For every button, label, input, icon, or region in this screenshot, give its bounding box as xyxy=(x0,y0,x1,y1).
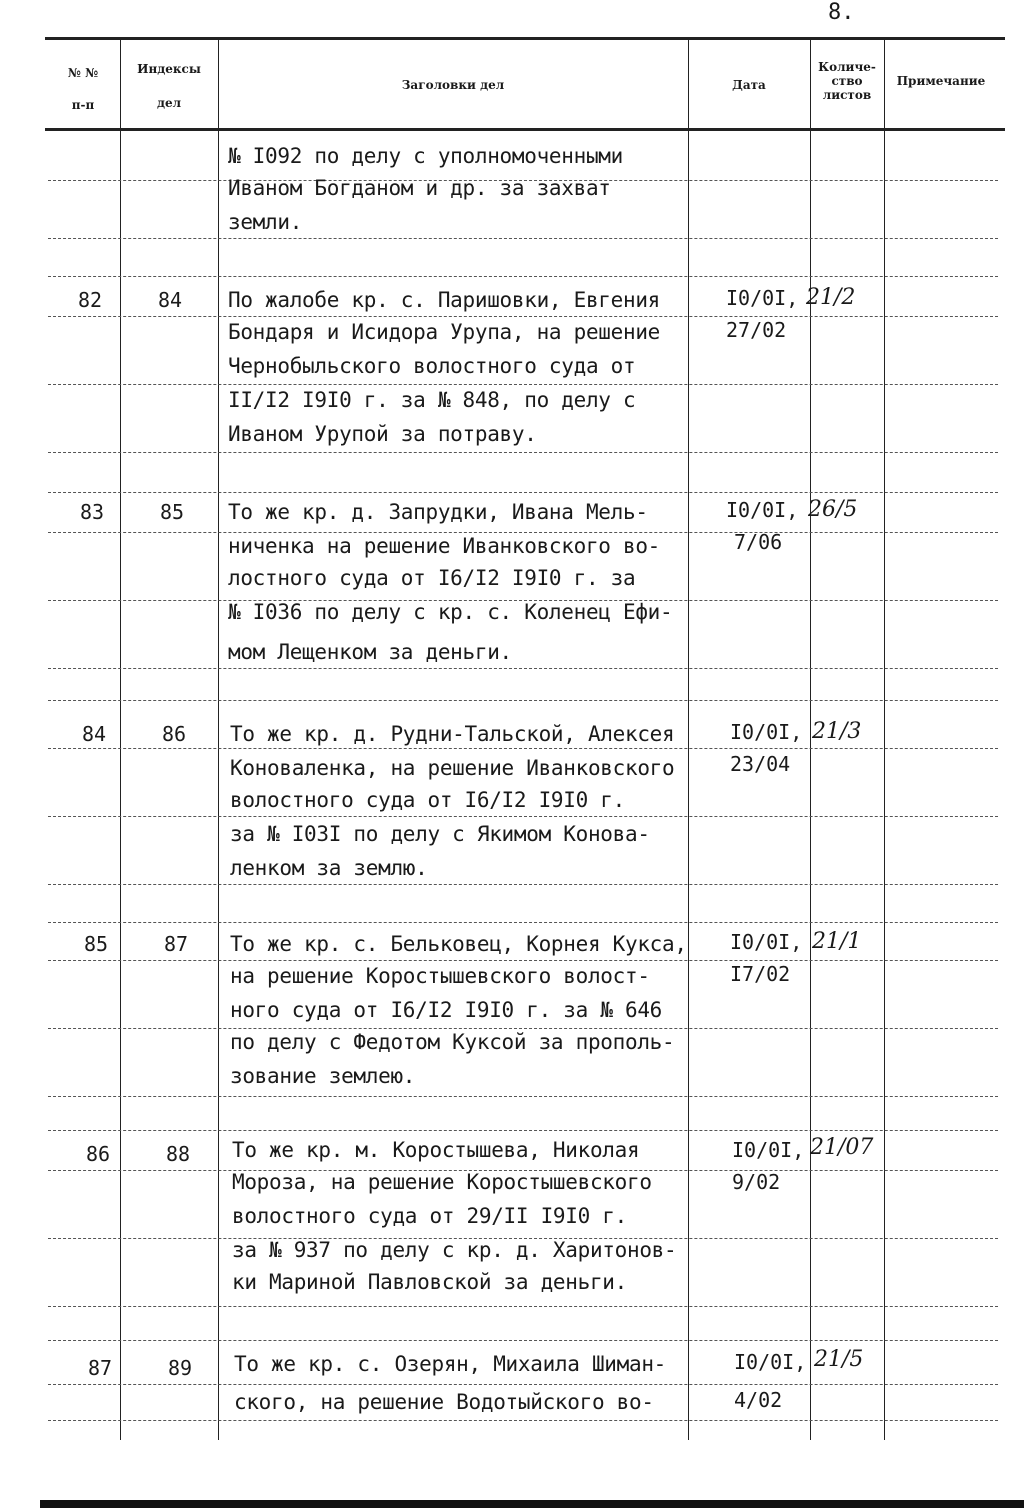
text-line: То же кр. д. Запрудки, Ивана Мель- xyxy=(228,500,648,524)
col-line-3 xyxy=(688,40,689,1440)
text-line: № I036 по делу с кр. с. Коленец Ефи- xyxy=(228,600,673,624)
text-line: за № 937 по делу с кр. д. Харитонов- xyxy=(232,1238,677,1262)
entry-index: 89 xyxy=(168,1356,193,1380)
text-line: II/I2 I9I0 г. за № 848, по делу с xyxy=(228,388,636,412)
entry-index: 86 xyxy=(162,722,187,746)
text-line: Бондаря и Исидора Урупа, на решение xyxy=(228,320,661,344)
text-line: ского, на решение Водотыйского во- xyxy=(234,1390,654,1414)
entry-date: I0/0I, xyxy=(726,286,799,310)
col-line-2 xyxy=(218,40,219,1440)
entry-date: 27/02 xyxy=(726,318,787,342)
text-line: Иваном Богданом и др. за захват xyxy=(228,176,611,200)
page-bottom-edge xyxy=(40,1500,1024,1508)
text-line: То же кр. м. Коростышева, Николая xyxy=(232,1138,640,1162)
entry-number: 82 xyxy=(78,288,103,312)
entry-date: I0/0I, xyxy=(732,1138,805,1162)
text-line: волостного суда от 29/II I9I0 г. xyxy=(232,1204,627,1228)
text-line: То же кр. с. Озерян, Михаила Шиман- xyxy=(234,1352,667,1376)
text-line: ки Мариной Павловской за деньги. xyxy=(232,1270,627,1294)
header-date: Дата xyxy=(732,78,766,92)
col-line-1 xyxy=(120,40,121,1440)
text-line: № I092 по делу с уполномоченными xyxy=(228,144,623,168)
entry-date: 7/06 xyxy=(734,530,783,554)
col-line-4 xyxy=(810,40,811,1440)
entry-date: 23/04 xyxy=(730,752,791,776)
header-sheets: Количе- ство листов xyxy=(818,60,876,102)
sheet-count: 21/3 xyxy=(812,719,862,744)
header-index: Индексы дел xyxy=(137,62,201,110)
entry-index: 88 xyxy=(166,1142,191,1166)
entry-index: 87 xyxy=(164,932,189,956)
sheet-count: 21/5 xyxy=(814,1347,864,1372)
page-number: 8. xyxy=(828,0,855,25)
text-line: ного суда от I6/I2 I9I0 г. за № 646 xyxy=(230,998,663,1022)
text-line: земли. xyxy=(228,210,303,234)
header-top-rule xyxy=(45,37,1005,40)
header-note: Примечание xyxy=(896,74,986,88)
text-line: волостного суда от I6/I2 I9I0 г. xyxy=(230,788,625,812)
col-line-5 xyxy=(884,40,885,1440)
text-line: за № I03I по делу с Якимом Конова- xyxy=(230,822,650,846)
text-line: Иваном Урупой за потраву. xyxy=(228,422,537,446)
entry-date: I7/02 xyxy=(730,962,791,986)
entry-number: 83 xyxy=(80,500,105,524)
text-line: мом Лещенком за деньги. xyxy=(228,640,512,664)
text-line: лостного суда от I6/I2 I9I0 г. за xyxy=(228,566,636,590)
entry-number: 84 xyxy=(82,722,107,746)
header-title: Заголовки дел xyxy=(401,78,505,92)
text-line: По жалобе кр. с. Паришовки, Евгения xyxy=(228,288,661,312)
entry-number: 86 xyxy=(86,1142,111,1166)
text-line: ленком за землю. xyxy=(230,856,428,880)
entry-date: I0/0I, xyxy=(730,930,803,954)
entry-index: 84 xyxy=(158,288,183,312)
sheet-count: 21/07 xyxy=(810,1135,874,1160)
header-num: № № п-п xyxy=(67,66,99,112)
entry-date: I0/0I, xyxy=(734,1350,807,1374)
entry-date: I0/0I, xyxy=(730,720,803,744)
entry-number: 87 xyxy=(88,1356,113,1380)
text-line: ниченка на решение Иванковского во- xyxy=(228,534,661,558)
entry-date: I0/0I, xyxy=(726,498,799,522)
text-line: То же кр. д. Рудни-Тальской, Алексея xyxy=(230,722,675,746)
entry-number: 85 xyxy=(84,932,109,956)
text-line: То же кр. с. Бельковец, Корнея Кукса, xyxy=(230,932,687,956)
text-line: зование землею. xyxy=(230,1064,416,1088)
header-bottom-rule xyxy=(45,128,1005,131)
entry-date: 9/02 xyxy=(732,1170,781,1194)
text-line: на решение Коростышевского волост- xyxy=(230,964,650,988)
text-line: Коноваленка, на решение Иванковского xyxy=(230,756,675,780)
sheet-count: 26/5 xyxy=(808,497,858,522)
text-line: Мороза, на решение Коростышевского xyxy=(232,1170,652,1194)
sheet-count: 21/2 xyxy=(806,285,856,310)
text-line: Чернобыльского волостного суда от xyxy=(228,354,636,378)
entry-date: 4/02 xyxy=(734,1388,783,1412)
entry-index: 85 xyxy=(160,500,185,524)
sheet-count: 21/1 xyxy=(812,929,862,954)
text-line: по делу с Федотом Куксой за прополь- xyxy=(230,1030,675,1054)
